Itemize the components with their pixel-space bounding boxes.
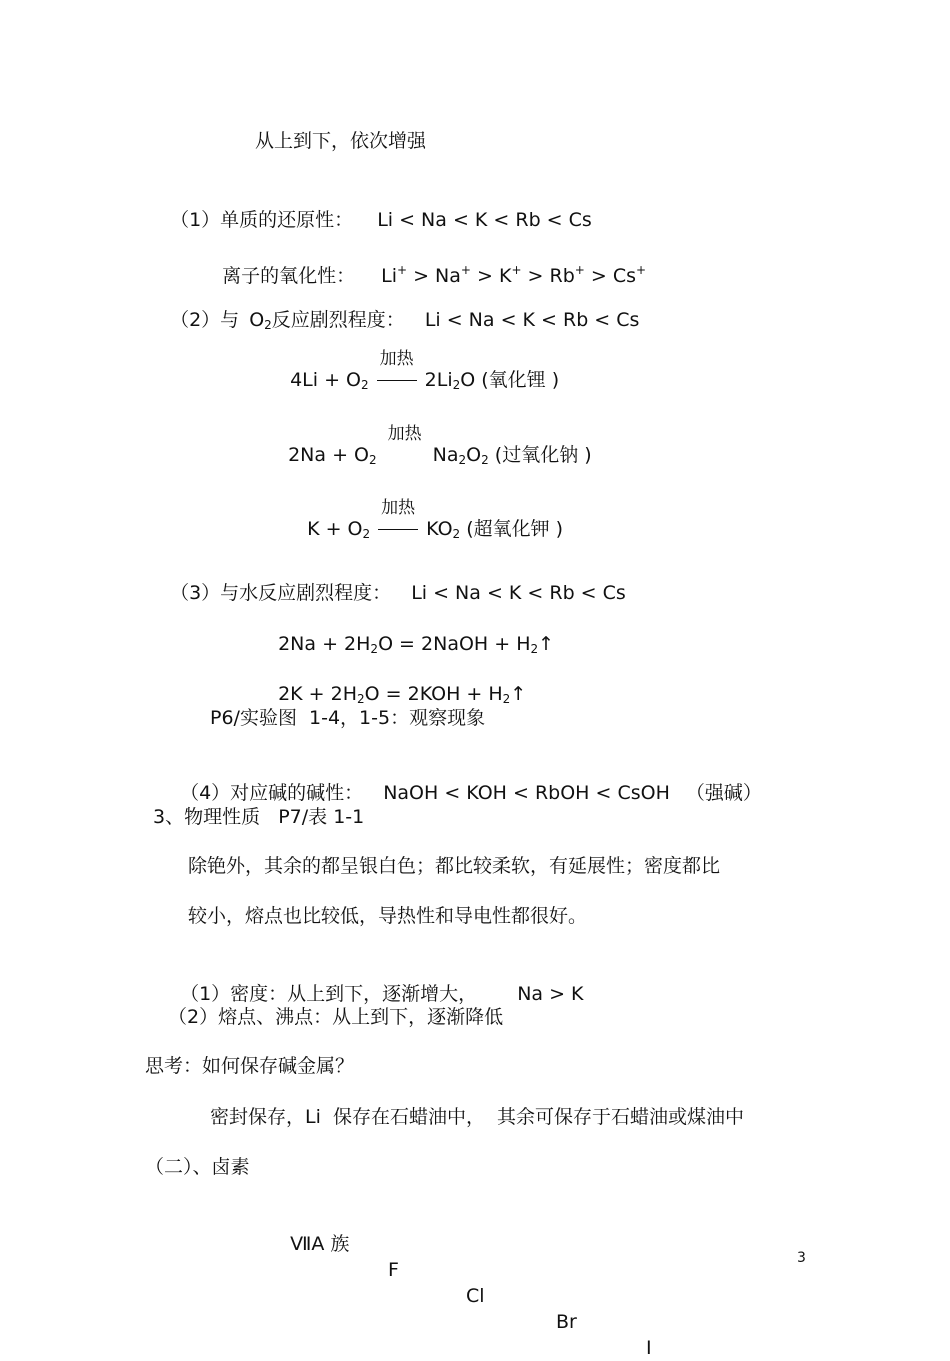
paragraph-line-2: 较小，熔点也比较低，导热性和导电性都很好。 [188, 905, 588, 927]
label: 离子的氧化性： [222, 265, 356, 287]
order: NaOH < KOH < RbOH < CsOH [383, 782, 670, 804]
reducing-property-line [158, 181, 592, 233]
text-line-1: 从上到下，依次增强 [255, 130, 427, 152]
ion-rb: Rb [549, 265, 575, 287]
melting-point-line: （2）熔点、沸点：从上到下，逐渐降低 [168, 1006, 504, 1028]
gas-arrow: ↑ [538, 633, 555, 655]
order: Li < Na < K < Rb < Cs [424, 309, 640, 331]
element-i: I [646, 1337, 652, 1359]
base-strength-line: （4）对应碱的碱性： NaOH < KOH < RbOH < CsOH （强碱） [180, 782, 762, 804]
element-f: F [388, 1259, 399, 1281]
halogen-group-row [278, 1205, 652, 1361]
ion-cs: Cs [612, 265, 636, 287]
heat-condition: 加热 [387, 423, 422, 444]
group-label: ⅦA 族 [290, 1233, 350, 1255]
equation-k-water: $2K + 2H_2O = 2KOH$ + $H_2↑$ [278, 683, 527, 706]
equation-na-water: $2Na + 2H_2O$ = 2NaOH + $H_2↑$ [278, 633, 555, 656]
think-question: 思考：如何保存碱金属？ [145, 1055, 355, 1077]
equation-li-o2: $4Li + O_2$ 加热 $2Li_2O$ (氧化锂 ) [290, 348, 560, 392]
label: （1）单质的还原性： [170, 209, 354, 231]
section-heading-physical: 3、物理性质 P7/表 1-1 [153, 806, 365, 828]
density-line: （1）密度：从上到下，逐渐增大， Na > K [180, 983, 584, 1005]
heat-condition: 加热 [377, 368, 417, 394]
order: Li < Na < K < Rb < Cs [411, 582, 626, 604]
section-heading-halogens: （二）、卤素 [145, 1156, 250, 1178]
page-number: 3 [797, 1250, 806, 1266]
ion-na: Na [435, 265, 461, 287]
equation-k-o2: $K + O_2$ 加热 $KO_2$ (超氧化钾 ) [307, 497, 564, 541]
experiment-ref: P6/实验图 1-4，1-5：观察现象 [210, 707, 486, 729]
paragraph-line-1: 除铯外，其余的都呈银白色；都比较柔软，有延展性；密度都比 [188, 855, 721, 877]
water-reaction-line: （3）与水反应剧烈程度： Li < Na < K < Rb < Cs [170, 582, 626, 604]
element-br: Br [556, 1311, 577, 1333]
ion-li: Li [381, 265, 397, 287]
oxygen-reaction-line: （2）与 $O_2$反应剧烈程度： Li < Na < K < Rb < Cs [170, 309, 640, 332]
order: Li < Na < K < Rb < Cs [377, 209, 592, 231]
ion-k: K [498, 265, 512, 287]
heat-condition: 加热 [378, 517, 418, 543]
element-cl: Cl [466, 1285, 485, 1307]
equation-na-o2: $2Na + O_2$ 加热 $Na_2O_2$ (过氧化钠 ) [288, 423, 592, 467]
oxidizing-property-line: 离子的氧化性： Li+ > Na+ > K+ > Rb+ > Cs+ [222, 263, 647, 287]
storage-answer: 密封保存，Li 保存在石蜡油中， 其余可保存于石蜡油或煤油中 [210, 1106, 745, 1128]
gas-arrow: ↑ [510, 683, 527, 705]
